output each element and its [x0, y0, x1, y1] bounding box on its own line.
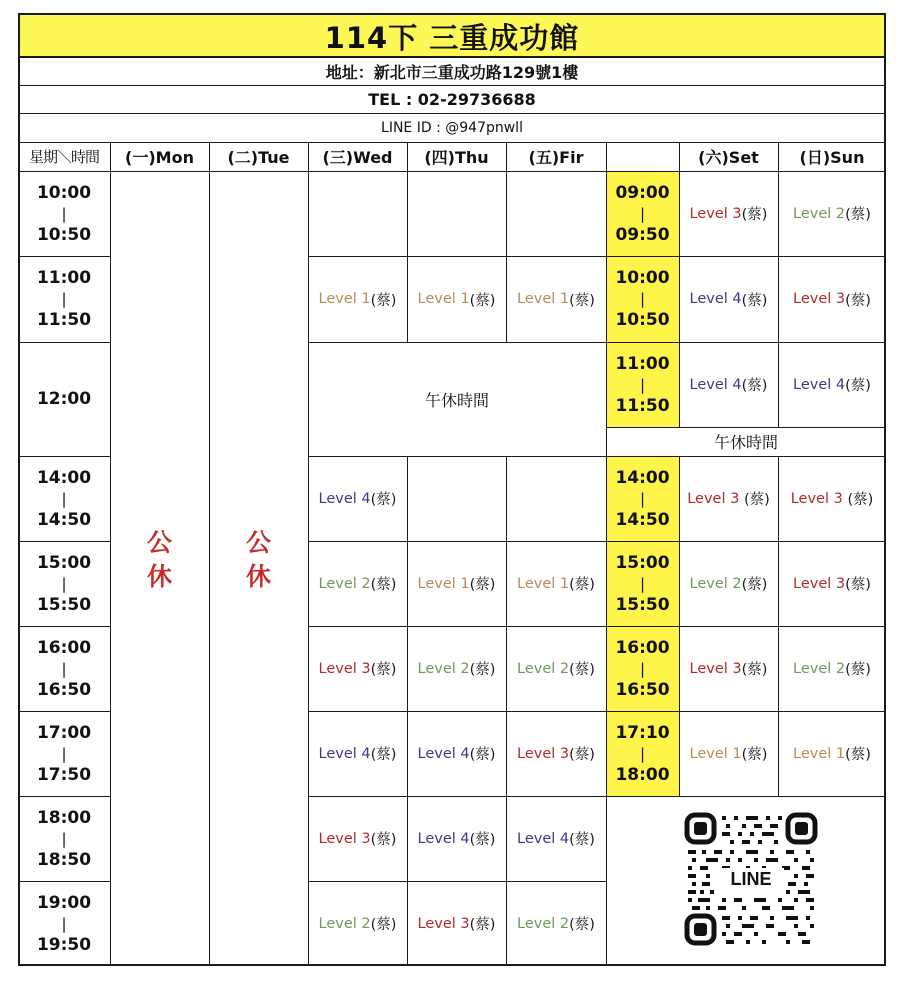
- class-cell: Level 4 (蔡): [417, 830, 496, 848]
- class-cell: Level 4 (蔡): [689, 291, 768, 309]
- weekend-time-slot: 17:10 | 18:00: [615, 722, 670, 785]
- weekend-time-slot: 11:00 | 11:50: [615, 353, 670, 416]
- class-cell: Level 2 (蔡): [689, 575, 768, 593]
- class-cell: Level 2 (蔡): [318, 915, 397, 933]
- class-cell: Level 2 (蔡): [417, 660, 496, 678]
- time-slot: 19:00 | 19:50: [36, 892, 92, 955]
- class-cell: Level 3 (蔡): [790, 490, 874, 508]
- class-cell: Level 1 (蔡): [318, 291, 397, 309]
- class-cell: Level 2 (蔡): [318, 575, 397, 593]
- header-weekend-time: [606, 142, 679, 171]
- class-cell: Level 3 (蔡): [318, 830, 397, 848]
- class-cell: Level 3 (蔡): [687, 490, 770, 508]
- class-cell: Level 2 (蔡): [517, 915, 595, 933]
- weekend-time-slot: 09:00 | 09:50: [615, 182, 670, 245]
- qr-line-label: LINE: [718, 868, 784, 890]
- class-cell: Level 4 (蔡): [793, 376, 871, 394]
- weekend-time-slot: 16:00 | 16:50: [615, 637, 670, 700]
- time-slot: 11:00 | 11:50: [36, 268, 92, 330]
- time-slot: 12:00: [36, 389, 92, 409]
- weekend-lunch-break: 午休時間: [713, 433, 778, 452]
- header-fri: (五)Fir: [528, 148, 584, 167]
- time-slot: 16:00 | 16:50: [36, 637, 92, 700]
- header-mon: (一)Mon: [125, 148, 194, 167]
- class-cell: Level 1 (蔡): [793, 745, 871, 763]
- class-cell: Level 1 (蔡): [517, 291, 595, 309]
- header-wed: (三)Wed: [322, 148, 393, 167]
- class-cell: Level 1 (蔡): [517, 575, 595, 593]
- class-cell: Level 4 (蔡): [417, 745, 496, 763]
- mon-day-off: 公 休: [146, 528, 172, 591]
- class-cell: Level 3 (蔡): [793, 575, 871, 593]
- telephone: TEL : 02-29736688: [368, 89, 536, 109]
- class-cell: Level 1 (蔡): [417, 575, 496, 593]
- class-cell: Level 2 (蔡): [793, 660, 871, 678]
- class-cell: Level 4 (蔡): [318, 490, 397, 508]
- class-cell: Level 3 (蔡): [417, 915, 496, 933]
- class-cell: Level 3 (蔡): [318, 660, 397, 678]
- time-slot: 18:00 | 18:50: [36, 807, 92, 870]
- weekend-time-slot: 10:00 | 10:50: [615, 268, 670, 330]
- time-slot: 14:00 | 14:50: [36, 467, 92, 530]
- time-slot: 15:00 | 15:50: [36, 552, 92, 615]
- line-id: LINE ID : @947pnwll: [381, 119, 523, 136]
- class-cell: Level 4 (蔡): [318, 745, 397, 763]
- class-cell: Level 2 (蔡): [517, 660, 595, 678]
- line-qr-code[interactable]: [684, 812, 818, 946]
- header-tue: (二)Tue: [227, 148, 290, 167]
- page-title: 114下 三重成功館: [20, 15, 884, 57]
- header-corner: 星期＼時間: [28, 148, 99, 166]
- tue-day-off: 公 休: [245, 528, 271, 591]
- class-cell: Level 3 (蔡): [793, 291, 871, 309]
- time-slot: 10:00 | 10:50: [36, 182, 92, 245]
- header-thu: (四)Thu: [424, 148, 489, 167]
- class-cell: Level 1 (蔡): [417, 291, 496, 309]
- class-cell: Level 3 (蔡): [689, 205, 768, 223]
- class-cell: Level 2 (蔡): [793, 205, 871, 223]
- class-cell: Level 3 (蔡): [517, 745, 595, 763]
- weekend-time-slot: 14:00 | 14:50: [615, 467, 670, 530]
- weekend-time-slot: 15:00 | 15:50: [615, 552, 670, 615]
- address: 地址：新北市三重成功路129號1樓: [325, 62, 579, 82]
- time-slot: 17:00 | 17:50: [36, 722, 92, 785]
- header-sun: (日)Sun: [799, 148, 865, 167]
- weekday-lunch-break: 午休時間: [424, 390, 489, 410]
- class-cell: Level 4 (蔡): [689, 376, 768, 394]
- class-cell: Level 4 (蔡): [517, 830, 595, 848]
- class-cell: Level 1 (蔡): [689, 745, 768, 763]
- header-sat: (六)Set: [698, 148, 759, 167]
- class-cell: Level 3 (蔡): [689, 660, 768, 678]
